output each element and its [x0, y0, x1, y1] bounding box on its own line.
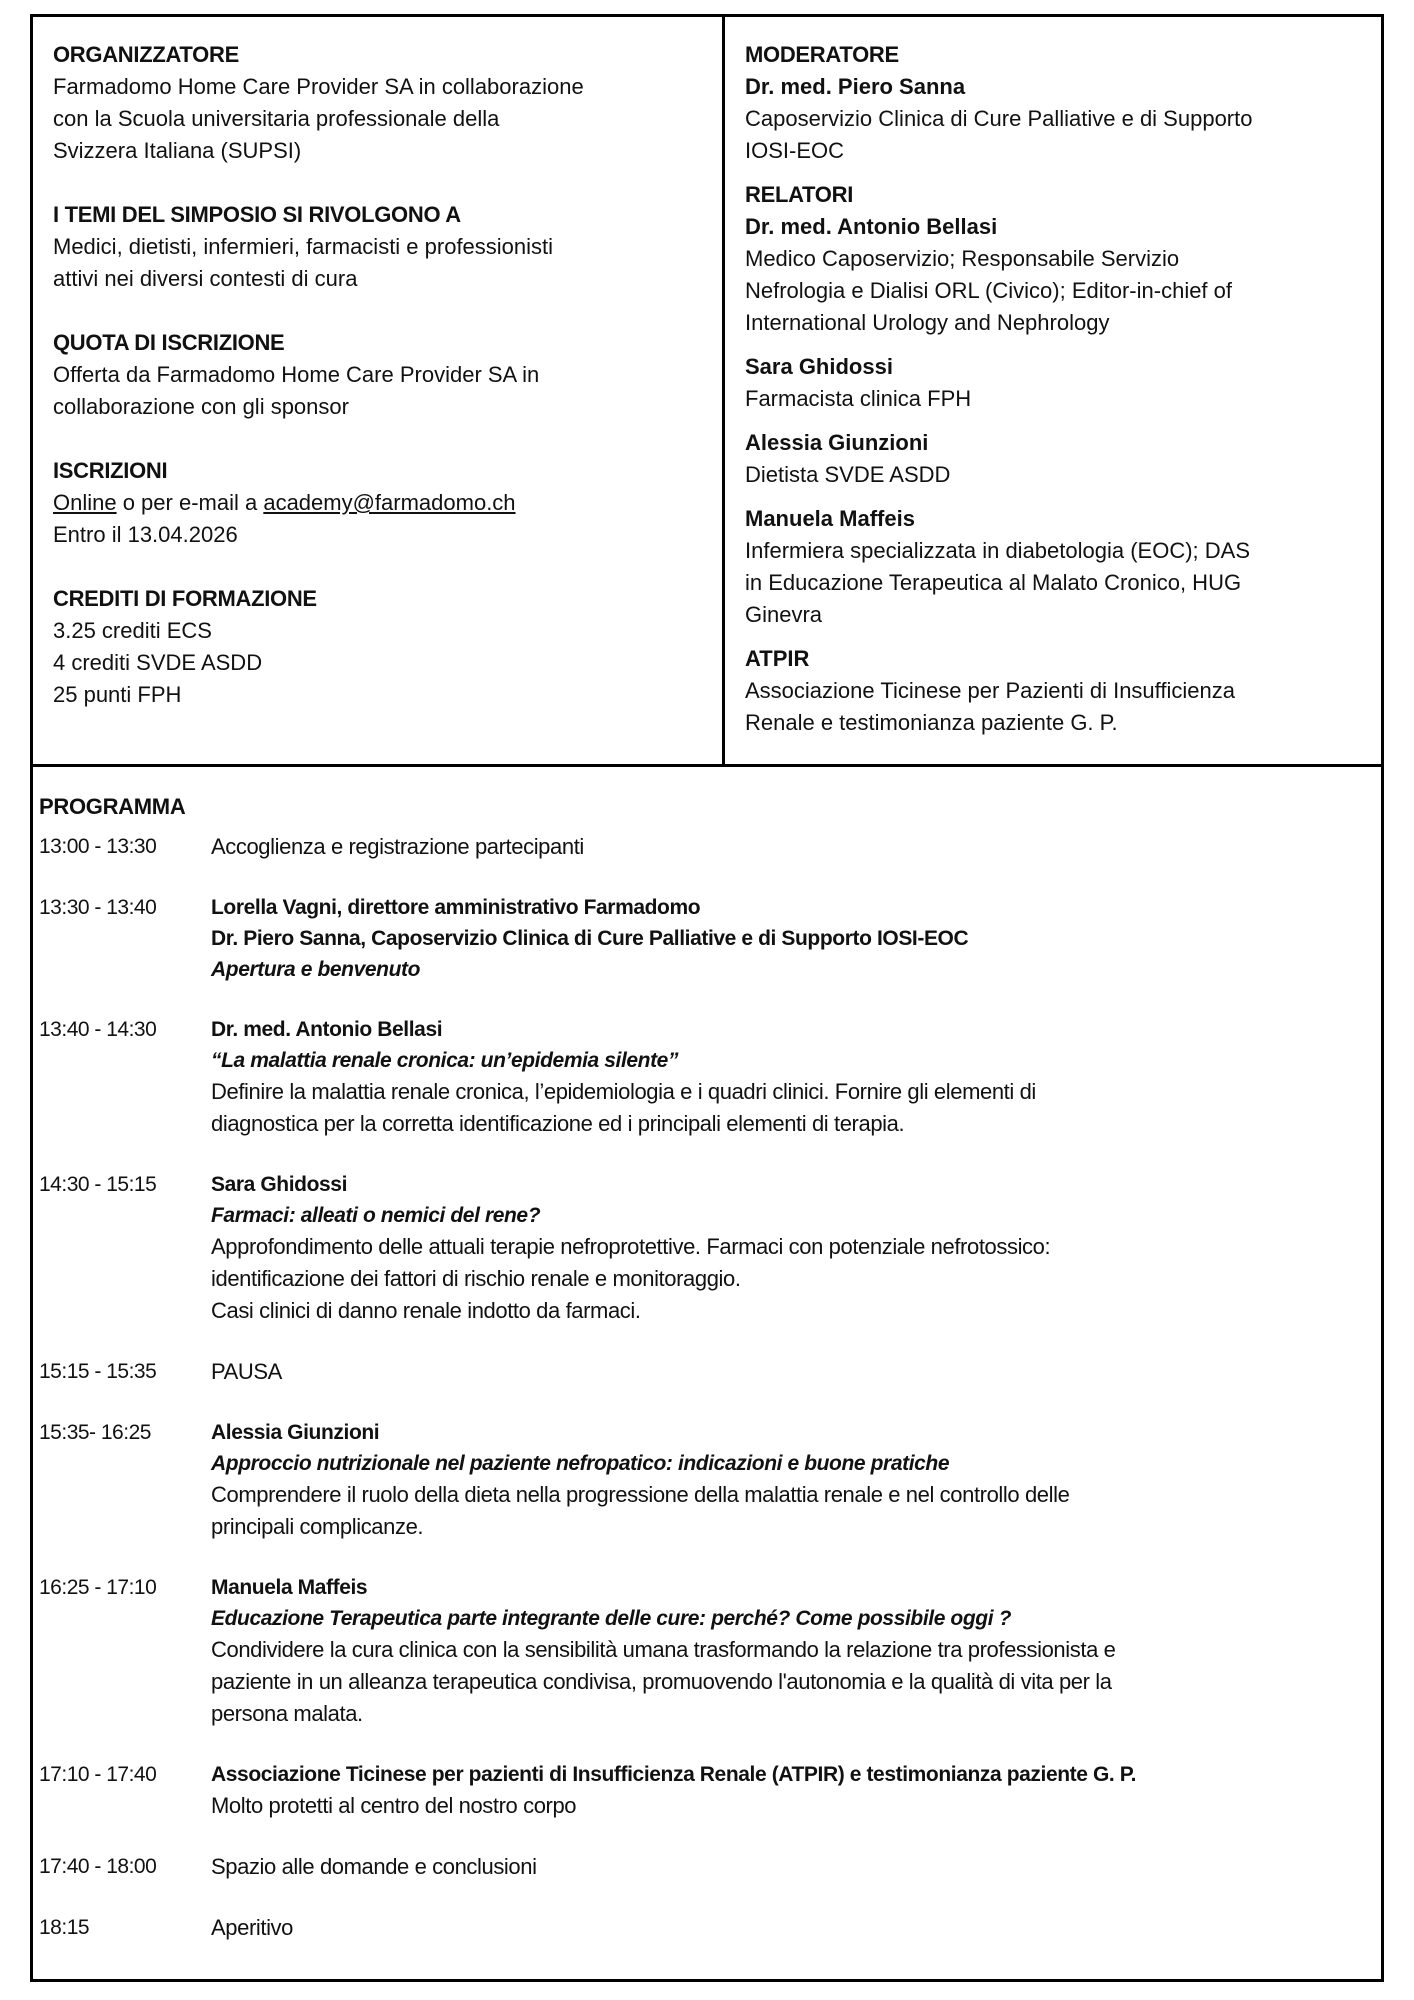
speaker-entry: [745, 351, 1365, 415]
schedule-row: [39, 1014, 1379, 1140]
section-heading: QUOTA DI ISCRIZIONE: [53, 330, 285, 355]
session-title: Farmaci: alleati o nemici del rene?: [211, 1204, 541, 1227]
schedule-time: 13:30 - 13:40: [39, 896, 157, 919]
session-text: Spazio alle domande e conclusioni: [211, 1854, 537, 1879]
text-line: Caposervizio Clinica di Cure Palliative e di Supporto: [745, 106, 1253, 131]
schedule-list: [39, 831, 1379, 1944]
session-speaker: Associazione Ticinese per pazienti di Insufficienza Renale (ATPIR) e testimonianza paziente G. P.: [211, 1763, 1137, 1786]
section-quota: [53, 327, 703, 423]
text-line: in Educazione Terapeutica al Malato Cronico, HUG: [745, 570, 1242, 595]
text-line: Offerta da Farmadomo Home Care Provider SA in: [53, 362, 540, 387]
text-line: Nefrologia e Dialisi ORL (Civico); Editor-in-chief of: [745, 278, 1233, 303]
text-line: Medico Caposervizio; Responsabile Servizio: [745, 246, 1180, 271]
section-destinatari: [53, 199, 703, 295]
speaker-name: Dr. med. Antonio Bellasi: [745, 214, 998, 239]
schedule-content: [211, 1356, 1379, 1388]
section-organizzatore: [53, 39, 703, 167]
schedule-row: [39, 1169, 1379, 1327]
section-heading: MODERATORE: [745, 42, 899, 67]
schedule-row: [39, 1912, 1379, 1944]
text-line: con la Scuola universitaria professionale della: [53, 106, 500, 131]
info-left-column: [53, 39, 703, 743]
session-text: Definire la malattia renale cronica, l’epidemiologia e i quadri clinici. Fornire gli elementi di: [211, 1079, 1036, 1104]
speaker-name: Manuela Maffeis: [745, 506, 915, 531]
text-line: Svizzera Italiana (SUPSI): [53, 138, 302, 163]
schedule-time: 13:00 - 13:30: [39, 835, 157, 858]
session-text: identificazione dei fattori di rischio renale e monitoraggio.: [211, 1266, 741, 1291]
session-title: Educazione Terapeutica parte integrante delle cure: perché? Come possibile oggi ?: [211, 1607, 1012, 1630]
session-text: persona malata.: [211, 1701, 363, 1726]
text-line: Dietista SVDE ASDD: [745, 462, 951, 487]
text-line: Infermiera specializzata in diabetologia (EOC); DAS: [745, 538, 1251, 563]
section-iscrizioni: [53, 455, 703, 551]
schedule-content: [211, 1912, 1379, 1944]
schedule-row: [39, 1572, 1379, 1730]
text-line: Farmadomo Home Care Provider SA in collaborazione: [53, 74, 584, 99]
text-line: IOSI-EOC: [745, 138, 845, 163]
schedule-content: [211, 1417, 1379, 1543]
schedule-time: 17:10 - 17:40: [39, 1763, 157, 1786]
credit-line: 25 punti FPH: [53, 682, 182, 707]
session-text: principali complicanze.: [211, 1514, 424, 1539]
session-title: Apertura e benvenuto: [211, 958, 421, 981]
session-speaker: Alessia Giunzioni: [211, 1421, 380, 1444]
session-title: “La malattia renale cronica: un’epidemia silente”: [211, 1049, 679, 1072]
schedule-content: [211, 1169, 1379, 1327]
speaker-name: Alessia Giunzioni: [745, 430, 929, 455]
section-moderatore: [745, 39, 1365, 167]
session-text: Accoglienza e registrazione partecipanti: [211, 834, 584, 859]
session-title: Approccio nutrizionale nel paziente nefropatico: indicazioni e buone pratiche: [211, 1452, 950, 1475]
schedule-content: [211, 1759, 1379, 1822]
schedule-time: 16:25 - 17:10: [39, 1576, 157, 1599]
schedule-time: 15:35- 16:25: [39, 1421, 151, 1444]
session-text: Condividere la cura clinica con la sensibilità umana trasformando la relazione tra professionista e: [211, 1637, 1116, 1662]
schedule-content: [211, 1851, 1379, 1883]
section-crediti: [53, 583, 703, 711]
schedule-row: [39, 892, 1379, 985]
schedule-row: [39, 1356, 1379, 1388]
session-text: Molto protetti al centro del nostro corpo: [211, 1793, 577, 1818]
document-frame: [30, 14, 1384, 1982]
schedule-content: [211, 1572, 1379, 1730]
programma-section: [39, 791, 1379, 1973]
section-heading: I TEMI DEL SIMPOSIO SI RIVOLGONO A: [53, 202, 461, 227]
schedule-time: 13:40 - 14:30: [39, 1018, 157, 1041]
email-link[interactable]: academy@farmadomo.ch: [263, 490, 516, 515]
text-line: Medici, dietisti, infermieri, farmacisti e professionisti: [53, 234, 554, 259]
session-speaker: Lorella Vagni, direttore amministrativo Farmadomo: [211, 896, 701, 919]
info-panel: [33, 17, 1381, 767]
speaker-name: ATPIR: [745, 646, 810, 671]
section-heading: RELATORI: [745, 182, 854, 207]
schedule-time: 15:15 - 15:35: [39, 1360, 157, 1383]
session-text: PAUSA: [211, 1359, 282, 1384]
session-speaker: Sara Ghidossi: [211, 1173, 348, 1196]
section-relatori: [745, 179, 1365, 339]
speaker-name: Sara Ghidossi: [745, 354, 893, 379]
schedule-time: 17:40 - 18:00: [39, 1855, 157, 1878]
schedule-time: 18:15: [39, 1916, 90, 1939]
online-registration-link[interactable]: Online: [53, 490, 117, 515]
session-speaker: Dr. med. Antonio Bellasi: [211, 1018, 443, 1041]
session-text: diagnostica per la corretta identificazione ed i principali elementi di terapia.: [211, 1111, 905, 1136]
schedule-time: 14:30 - 15:15: [39, 1173, 157, 1196]
registration-line: [53, 487, 703, 519]
credit-line: 4 crediti SVDE ASDD: [53, 650, 263, 675]
text-fragment: o per e-mail a: [116, 490, 264, 515]
speaker-entry: [745, 427, 1365, 491]
text-line: collaborazione con gli sponsor: [53, 394, 349, 419]
speaker-entry: [745, 503, 1365, 631]
session-text: Comprendere il ruolo della dieta nella progressione della malattia renale e nel controllo delle: [211, 1482, 1070, 1507]
session-speaker: Dr. Piero Sanna, Caposervizio Clinica di Cure Palliative e di Supporto IOSI-EOC: [211, 927, 969, 950]
schedule-content: [211, 892, 1379, 985]
text-line: Associazione Ticinese per Pazienti di Insufficienza: [745, 678, 1235, 703]
deadline-text: Entro il 13.04.2026: [53, 522, 238, 547]
programma-title: PROGRAMMA: [39, 794, 186, 819]
moderator-name: Dr. med. Piero Sanna: [745, 74, 966, 99]
schedule-row: [39, 1417, 1379, 1543]
section-heading: ORGANIZZATORE: [53, 42, 239, 67]
info-right-column: [745, 39, 1365, 751]
column-divider: [722, 17, 725, 767]
text-line: Renale e testimonianza paziente G. P.: [745, 710, 1118, 735]
schedule-row: [39, 831, 1379, 863]
session-text: paziente in un alleanza terapeutica condivisa, promuovendo l'autonomia e la qualità di vita per la: [211, 1669, 1112, 1694]
session-speaker: Manuela Maffeis: [211, 1576, 368, 1599]
schedule-content: [211, 1014, 1379, 1140]
schedule-row: [39, 1759, 1379, 1822]
credit-line: 3.25 crediti ECS: [53, 618, 212, 643]
text-line: Ginevra: [745, 602, 823, 627]
section-heading: CREDITI DI FORMAZIONE: [53, 586, 317, 611]
text-line: attivi nei diversi contesti di cura: [53, 266, 358, 291]
session-text: Casi clinici di danno renale indotto da farmaci.: [211, 1298, 641, 1323]
speaker-entry: [745, 643, 1365, 739]
schedule-content: [211, 831, 1379, 863]
text-line: International Urology and Nephrology: [745, 310, 1110, 335]
text-line: Farmacista clinica FPH: [745, 386, 972, 411]
section-heading: ISCRIZIONI: [53, 458, 168, 483]
session-text: Approfondimento delle attuali terapie nefroprotettive. Farmaci con potenziale nefrotossico:: [211, 1234, 1051, 1259]
schedule-row: [39, 1851, 1379, 1883]
session-text: Aperitivo: [211, 1915, 293, 1940]
